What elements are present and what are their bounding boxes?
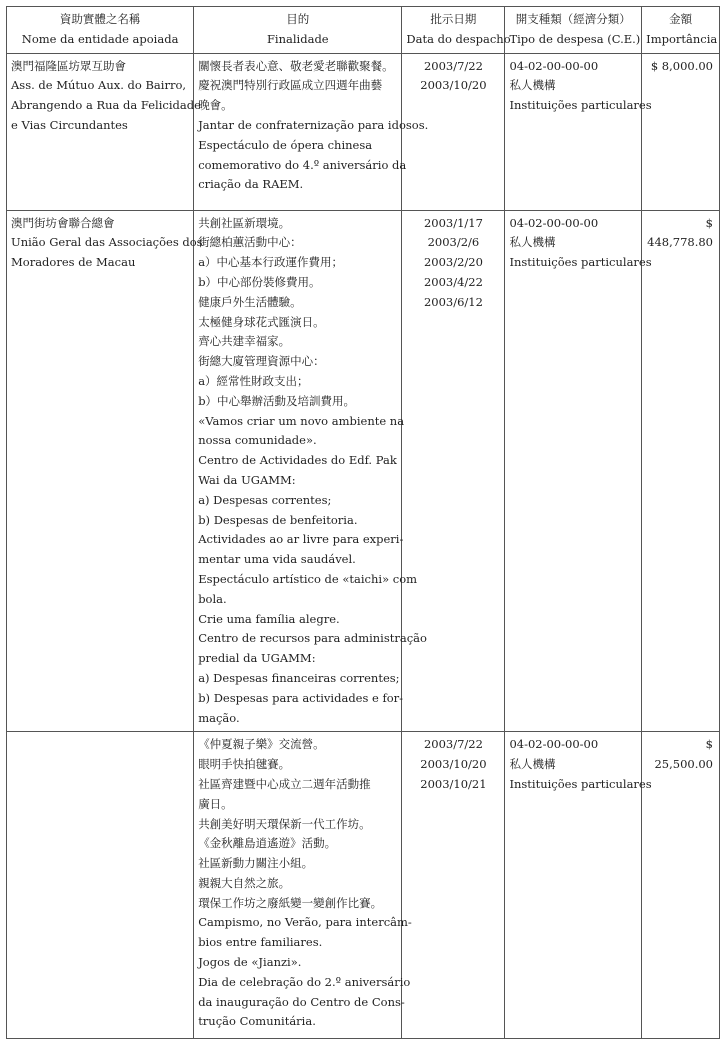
purpose-line: predial da UGAMM:	[198, 651, 316, 666]
purpose-line: b) Despesas de benfeitoria.	[198, 512, 358, 527]
purpose-line: «Vamos criar um novo ambiente na	[198, 413, 405, 428]
purpose-cell	[194, 732, 412, 1039]
table-row	[7, 53, 720, 210]
purpose-line: 《仲夏親子樂》交流營。	[198, 737, 325, 752]
purpose-line: Espectáculo artístico de «taichi» com	[198, 571, 418, 586]
purpose-line: nossa comunidade».	[198, 433, 317, 448]
date-line: 2003/2/20	[423, 255, 483, 270]
table-row	[7, 210, 720, 732]
name-line: Abrangendo a Rua da Felicidade	[11, 98, 201, 113]
date-line: 2003/1/17	[423, 215, 483, 230]
purpose-line: 晚會。	[198, 98, 233, 113]
purpose-line: trução Comunitária.	[198, 1014, 316, 1029]
amount-cell: $ 25,500.00	[642, 732, 720, 1039]
purpose-cell	[194, 210, 427, 732]
purpose-line: 《金秋離島逍遙遊》活動。	[198, 836, 337, 851]
type-line: 私人機構	[509, 78, 556, 93]
purpose-line: Jantar de confraternização para idosos.	[198, 117, 429, 132]
purpose-line: a) Despesas financeiras correntes;	[198, 670, 400, 685]
purpose-line: 廣日。	[198, 796, 233, 811]
purpose-line: Campismo, no Verão, para intercâm-	[198, 915, 412, 930]
purpose-line: Wai da UGAMM:	[198, 472, 296, 487]
name-line: União Geral das Associações dos	[11, 235, 203, 250]
purpose-line: Crie uma família alegre.	[198, 611, 340, 626]
header-row	[7, 7, 720, 54]
header-purpose: 目的 Finalidade	[194, 7, 402, 54]
purpose-line: b) Despesas para actividades e for-	[198, 690, 404, 705]
purpose-line: Centro de Actividades do Edf. Pak	[198, 453, 397, 468]
date-line: 2003/7/22	[423, 58, 483, 73]
purpose-line: 親親大自然之旅。	[198, 875, 291, 890]
name-line: Moradores de Macau	[11, 255, 136, 270]
header-date: 批示日期 Data do despacho	[402, 7, 505, 54]
name-line: Ass. de Mútuo Aux. do Bairro,	[11, 78, 187, 93]
name-line: 澳門福隆區坊眾互助會	[11, 58, 126, 73]
purpose-line: 齊心共建幸福家。	[198, 334, 291, 349]
purpose-line: Actividades ao ar livre para experi-	[198, 532, 404, 547]
purpose-line: Jogos de «Jianzi».	[198, 955, 302, 970]
purpose-line: criação da RAEM.	[198, 177, 304, 192]
header-amount: 金額 Importância	[642, 7, 720, 54]
purpose-line: 社區新動力關注小組。	[198, 856, 314, 871]
name-line: e Vias Circundantes	[11, 117, 128, 132]
purpose-line: 健康戶外生活體驗。	[198, 294, 302, 309]
purpose-line: mentar uma vida saudável.	[198, 552, 356, 567]
type-line: 04-02-00-00-00	[509, 215, 599, 230]
expense-type-cell	[505, 53, 652, 210]
purpose-line: 眼明手快拍毽賽。	[198, 757, 291, 772]
purpose-line: a) Despesas correntes;	[198, 492, 332, 507]
purpose-line: b）中心部份裝修費用。	[198, 274, 321, 289]
type-line: Instituições particulares	[509, 776, 652, 791]
entity-name-cell	[7, 210, 203, 732]
purpose-line: mação.	[198, 710, 240, 725]
amount-cell: $ 448,778.80	[642, 210, 720, 732]
dispatch-date-cell	[402, 210, 505, 732]
purpose-line: 社區齊建暨中心成立二週年活動推	[198, 776, 371, 791]
type-line: Instituições particulares	[509, 98, 652, 113]
header-name: 資助實體之名稱 Nome da entidade apoiada	[7, 7, 194, 54]
purpose-line: bios entre familiares.	[198, 935, 323, 950]
type-line: 私人機構	[509, 235, 556, 250]
type-line: 04-02-00-00-00	[509, 58, 599, 73]
purpose-line: 環保工作坊之廢紙變一變創作比賽。	[198, 895, 383, 910]
expense-type-cell	[505, 210, 652, 732]
purpose-line: da inauguração do Centro de Cons-	[198, 994, 405, 1009]
purpose-line: 街總大廈管理資源中心：	[198, 354, 325, 369]
dispatch-date-cell	[402, 732, 505, 1039]
purpose-line: 太極健身球花式匯演日。	[198, 314, 325, 329]
type-line: 私人機構	[509, 757, 556, 772]
entity-name-cell	[7, 732, 194, 1039]
date-line: 2003/10/21	[420, 776, 487, 791]
purpose-line: 街總柏蕙活動中心：	[198, 235, 302, 250]
date-line: 2003/7/22	[423, 737, 483, 752]
purpose-line: Centro de recursos para administração	[198, 631, 427, 646]
purpose-line: Dia de celebração do 2.º aniversário	[198, 974, 411, 989]
amount-cell: $ 8,000.00	[642, 53, 720, 210]
name-line: 澳門街坊會聯合總會	[11, 215, 115, 230]
entity-name-cell	[7, 53, 201, 210]
type-line: 04-02-00-00-00	[509, 737, 599, 752]
date-line: 2003/10/20	[420, 757, 487, 772]
purpose-line: b）中心舉辦活動及培訓費用。	[198, 393, 356, 408]
purpose-line: a）中心基本行政運作費用；	[198, 255, 344, 270]
purpose-line: Espectáculo de ópera chinesa	[198, 137, 373, 152]
table-row	[7, 732, 720, 1039]
header-type: 開支種類（經濟分類） Tipo de despesa (C.E.)	[505, 7, 642, 54]
purpose-line: 關懷長者表心意、敬老愛老聯歡聚餐。	[198, 58, 394, 73]
purpose-line: 共創社區新環境。	[198, 215, 291, 230]
purpose-line: bola.	[198, 591, 227, 606]
date-line: 2003/10/20	[420, 78, 487, 93]
date-line: 2003/2/6	[427, 235, 480, 250]
purpose-cell	[194, 53, 429, 210]
date-line: 2003/4/22	[423, 274, 483, 289]
purpose-line: 共創美好明天環保新一代工作坊。	[198, 816, 371, 831]
date-line: 2003/6/12	[423, 294, 483, 309]
purpose-line: comemorativo do 4.º aniversário da	[198, 157, 407, 172]
purpose-line: a）經常性財政支出；	[198, 373, 309, 388]
subsidy-table	[6, 6, 720, 1039]
type-line: Instituições particulares	[509, 255, 652, 270]
purpose-line: 慶祝澳門特別行政區成立四週年曲藝	[198, 78, 383, 93]
expense-type-cell	[505, 732, 652, 1039]
